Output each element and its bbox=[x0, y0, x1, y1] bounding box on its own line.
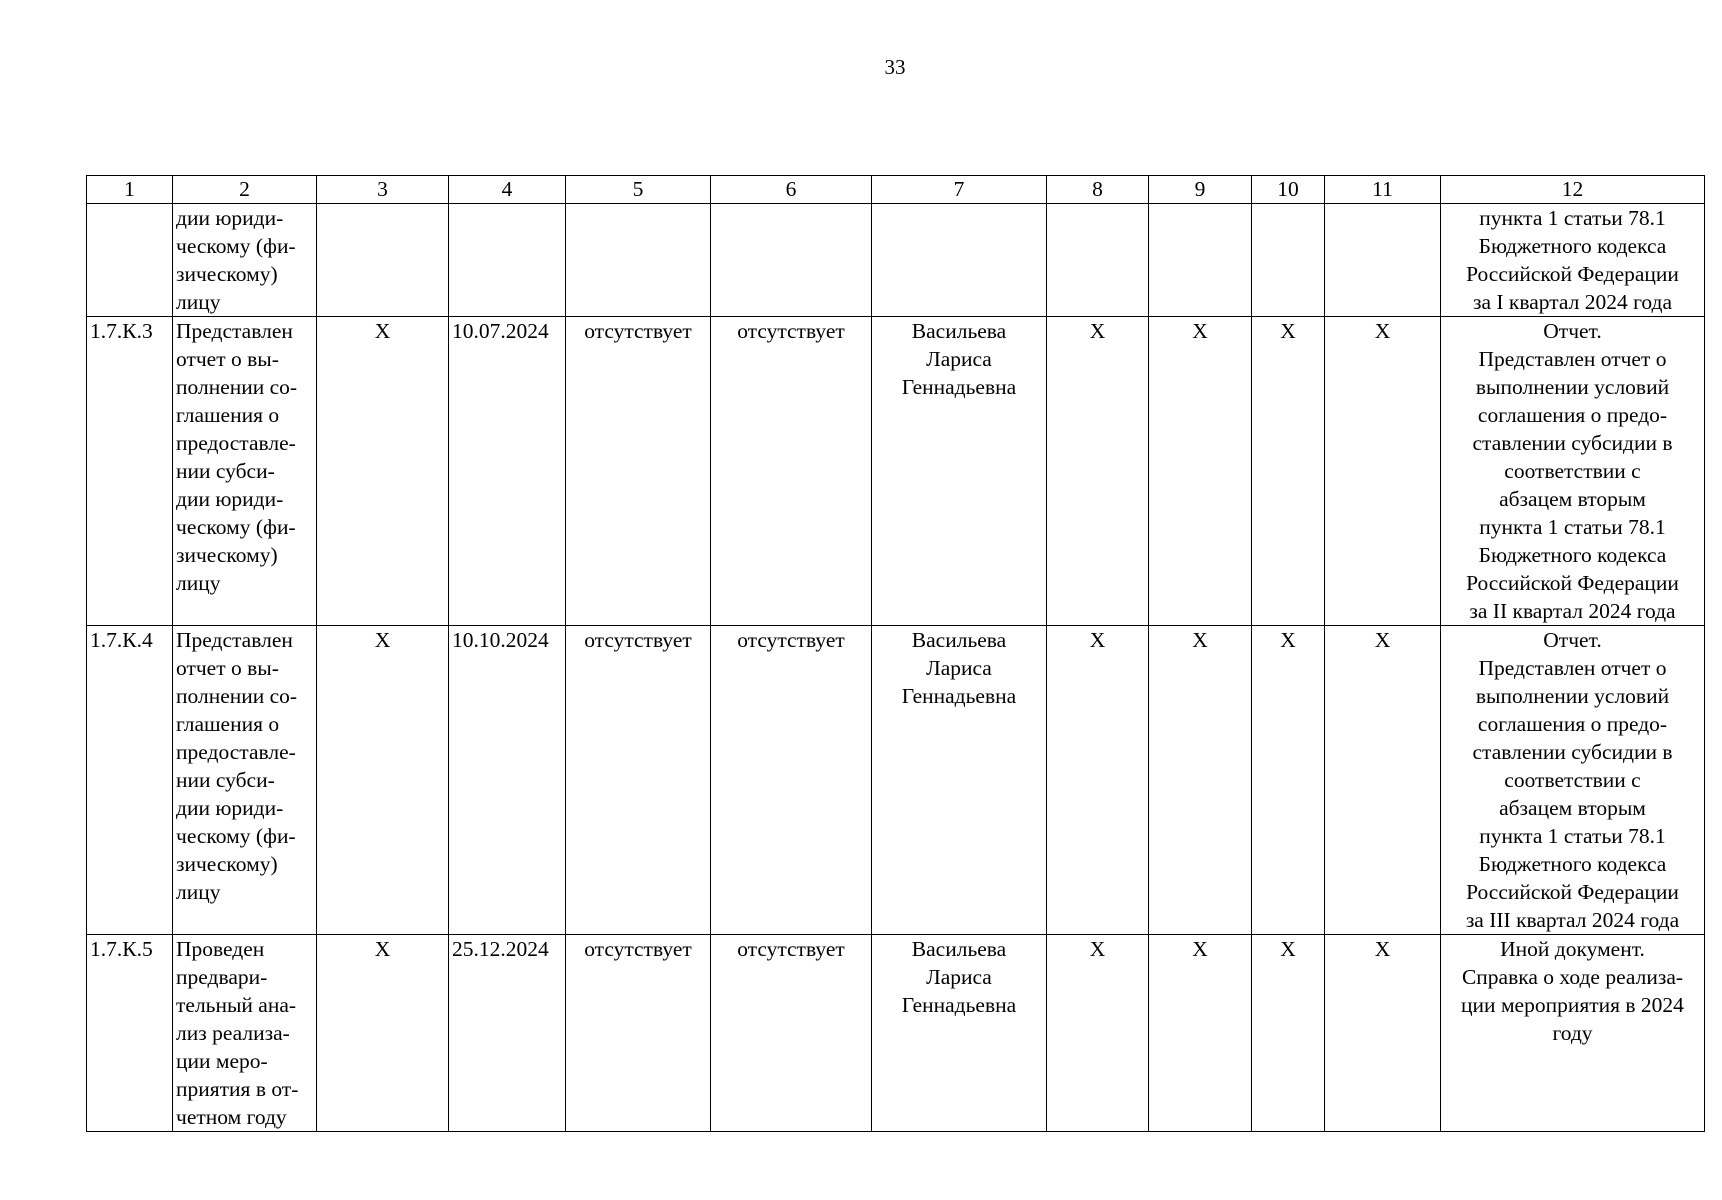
date-cell: 10.10.2024 bbox=[449, 626, 566, 935]
table-cell bbox=[1047, 204, 1149, 317]
result-line: Российской Федерации bbox=[1466, 262, 1679, 286]
description-line: ческому (фи- bbox=[176, 515, 296, 539]
description-line: лицу bbox=[176, 290, 221, 314]
description-line: зическому) bbox=[176, 543, 278, 567]
table-cell bbox=[566, 204, 711, 317]
description-line: зическому) bbox=[176, 262, 278, 286]
header-cell: 10 bbox=[1252, 176, 1325, 204]
result-cell bbox=[1441, 317, 1705, 626]
result-line: Бюджетного кодекса bbox=[1478, 852, 1667, 876]
header-cell: 4 bbox=[449, 176, 566, 204]
status-cell: отсутствует bbox=[711, 317, 872, 626]
mark-cell: X bbox=[317, 626, 449, 935]
status-cell: отсутствует bbox=[566, 935, 711, 1132]
result-cell bbox=[1441, 935, 1705, 1132]
table-cell bbox=[449, 204, 566, 317]
result-line: за II квартал 2024 года bbox=[1469, 599, 1676, 623]
header-cell: 3 bbox=[317, 176, 449, 204]
result-line: абзацем вторым bbox=[1499, 487, 1646, 511]
description-line: отчет о вы- bbox=[176, 656, 279, 680]
result-line: выполнении условий bbox=[1475, 375, 1670, 399]
page-number: 33 bbox=[884, 55, 906, 79]
status-cell: отсутствует bbox=[711, 935, 872, 1132]
header-cell: 7 bbox=[872, 176, 1047, 204]
result-line: ции мероприятия в 2024 bbox=[1461, 993, 1684, 1017]
person-line: Васильева bbox=[911, 319, 1007, 343]
result-line: Представлен отчет о bbox=[1478, 656, 1667, 680]
description-line: нии субси- bbox=[176, 768, 275, 792]
table-row bbox=[87, 935, 1705, 1132]
table-cell bbox=[711, 204, 872, 317]
status-cell: отсутствует bbox=[566, 626, 711, 935]
description-line: дии юриди- bbox=[176, 796, 284, 820]
result-line: пункта 1 статьи 78.1 bbox=[1479, 824, 1666, 848]
table-cell bbox=[1149, 204, 1252, 317]
mark-cell: X bbox=[1325, 626, 1441, 935]
header-cell: 2 bbox=[173, 176, 317, 204]
result-line: Бюджетного кодекса bbox=[1478, 543, 1667, 567]
result-cell bbox=[1441, 204, 1705, 317]
result-line: Российской Федерации bbox=[1466, 880, 1679, 904]
description-line: глашения о bbox=[176, 712, 280, 736]
mark-cell: X bbox=[1149, 317, 1252, 626]
description-cell bbox=[173, 317, 317, 626]
description-line: ческому (фи- bbox=[176, 824, 296, 848]
description-line: дии юриди- bbox=[176, 487, 284, 511]
person-line: Васильева bbox=[911, 628, 1007, 652]
status-cell: отсутствует bbox=[711, 626, 872, 935]
description-line: лицу bbox=[176, 571, 221, 595]
table-row bbox=[87, 626, 1705, 935]
mark-cell: X bbox=[1325, 317, 1441, 626]
description-cell bbox=[173, 204, 317, 317]
person-line: Васильева bbox=[911, 937, 1007, 961]
person-line: Геннадьевна bbox=[901, 993, 1017, 1017]
mark-cell: X bbox=[1252, 935, 1325, 1132]
person-cell bbox=[872, 935, 1047, 1132]
header-cell: 6 bbox=[711, 176, 872, 204]
description-line: ческому (фи- bbox=[176, 234, 296, 258]
person-line: Лариса bbox=[926, 656, 992, 680]
result-line: абзацем вторым bbox=[1499, 796, 1646, 820]
description-line: Представлен bbox=[176, 319, 293, 343]
description-line: приятия в от- bbox=[176, 1077, 299, 1101]
result-line: ставлении субсидии в bbox=[1472, 740, 1673, 764]
code-cell: 1.7.К.4 bbox=[87, 626, 173, 935]
description-line: четном году bbox=[176, 1105, 287, 1129]
table-cell bbox=[317, 204, 449, 317]
description-line: полнении со- bbox=[176, 684, 298, 708]
result-line: Представлен отчет о bbox=[1478, 347, 1667, 371]
description-line: тельный ана- bbox=[176, 993, 297, 1017]
description-cell bbox=[173, 935, 317, 1132]
description-line: отчет о вы- bbox=[176, 347, 279, 371]
mark-cell: X bbox=[1047, 626, 1149, 935]
person-line: Геннадьевна bbox=[901, 684, 1017, 708]
header-row bbox=[87, 176, 1705, 204]
description-line: предоставле- bbox=[176, 431, 296, 455]
result-line: Отчет. bbox=[1543, 319, 1602, 343]
description-line: предвари- bbox=[176, 965, 268, 989]
result-line: соответствии с bbox=[1504, 459, 1641, 483]
description-line: Представлен bbox=[176, 628, 293, 652]
result-line: соглашения о предо- bbox=[1477, 712, 1668, 736]
header-cell: 1 bbox=[87, 176, 173, 204]
result-line: соответствии с bbox=[1504, 768, 1641, 792]
header-cell: 11 bbox=[1325, 176, 1441, 204]
date-cell: 10.07.2024 bbox=[449, 317, 566, 626]
data-table bbox=[86, 175, 1705, 1132]
person-line: Лариса bbox=[926, 965, 992, 989]
mark-cell: X bbox=[1252, 626, 1325, 935]
code-cell: 1.7.К.3 bbox=[87, 317, 173, 626]
person-line: Геннадьевна bbox=[901, 375, 1017, 399]
description-line: дии юриди- bbox=[176, 206, 284, 230]
table-body bbox=[87, 317, 1705, 1132]
description-line: нии субси- bbox=[176, 459, 275, 483]
code-cell: 1.7.К.5 bbox=[87, 935, 173, 1132]
table-cell bbox=[872, 204, 1047, 317]
person-cell bbox=[872, 317, 1047, 626]
result-line: Бюджетного кодекса bbox=[1478, 234, 1667, 258]
description-line: глашения о bbox=[176, 403, 280, 427]
result-line: за III квартал 2024 года bbox=[1465, 908, 1680, 932]
description-line: ции меро- bbox=[176, 1049, 268, 1073]
header-cell: 5 bbox=[566, 176, 711, 204]
description-line: Проведен bbox=[176, 937, 265, 961]
description-line: лиз реализа- bbox=[176, 1021, 290, 1045]
mark-cell: X bbox=[1325, 935, 1441, 1132]
result-line: Справка о ходе реализа- bbox=[1461, 965, 1684, 989]
description-line: предоставле- bbox=[176, 740, 296, 764]
result-line: пункта 1 статьи 78.1 bbox=[1479, 206, 1666, 230]
mark-cell: X bbox=[1149, 626, 1252, 935]
table-cell bbox=[1325, 204, 1441, 317]
header-cell: 9 bbox=[1149, 176, 1252, 204]
table-row bbox=[87, 317, 1705, 626]
mark-cell: X bbox=[317, 935, 449, 1132]
description-line: зическому) bbox=[176, 852, 278, 876]
result-line: выполнении условий bbox=[1475, 684, 1670, 708]
description-line: лицу bbox=[176, 880, 221, 904]
mark-cell: X bbox=[1149, 935, 1252, 1132]
mark-cell: X bbox=[1047, 935, 1149, 1132]
description-line: полнении со- bbox=[176, 375, 298, 399]
mark-cell: X bbox=[1252, 317, 1325, 626]
result-line: Иной документ. bbox=[1500, 937, 1645, 961]
header-cell: 12 bbox=[1441, 176, 1705, 204]
result-cell bbox=[1441, 626, 1705, 935]
mark-cell: X bbox=[317, 317, 449, 626]
header-cell: 8 bbox=[1047, 176, 1149, 204]
code-cell bbox=[87, 204, 173, 317]
result-line: соглашения о предо- bbox=[1477, 403, 1668, 427]
status-cell: отсутствует bbox=[566, 317, 711, 626]
result-line: за I квартал 2024 года bbox=[1472, 290, 1673, 314]
mark-cell: X bbox=[1047, 317, 1149, 626]
description-cell bbox=[173, 626, 317, 935]
result-line: Отчет. bbox=[1543, 628, 1602, 652]
person-cell bbox=[872, 626, 1047, 935]
person-line: Лариса bbox=[926, 347, 992, 371]
result-line: ставлении субсидии в bbox=[1472, 431, 1673, 455]
result-line: Российской Федерации bbox=[1466, 571, 1679, 595]
result-line: году bbox=[1552, 1021, 1593, 1045]
table-cell bbox=[1252, 204, 1325, 317]
result-line: пункта 1 статьи 78.1 bbox=[1479, 515, 1666, 539]
continuation-row bbox=[87, 204, 1705, 317]
date-cell: 25.12.2024 bbox=[449, 935, 566, 1132]
